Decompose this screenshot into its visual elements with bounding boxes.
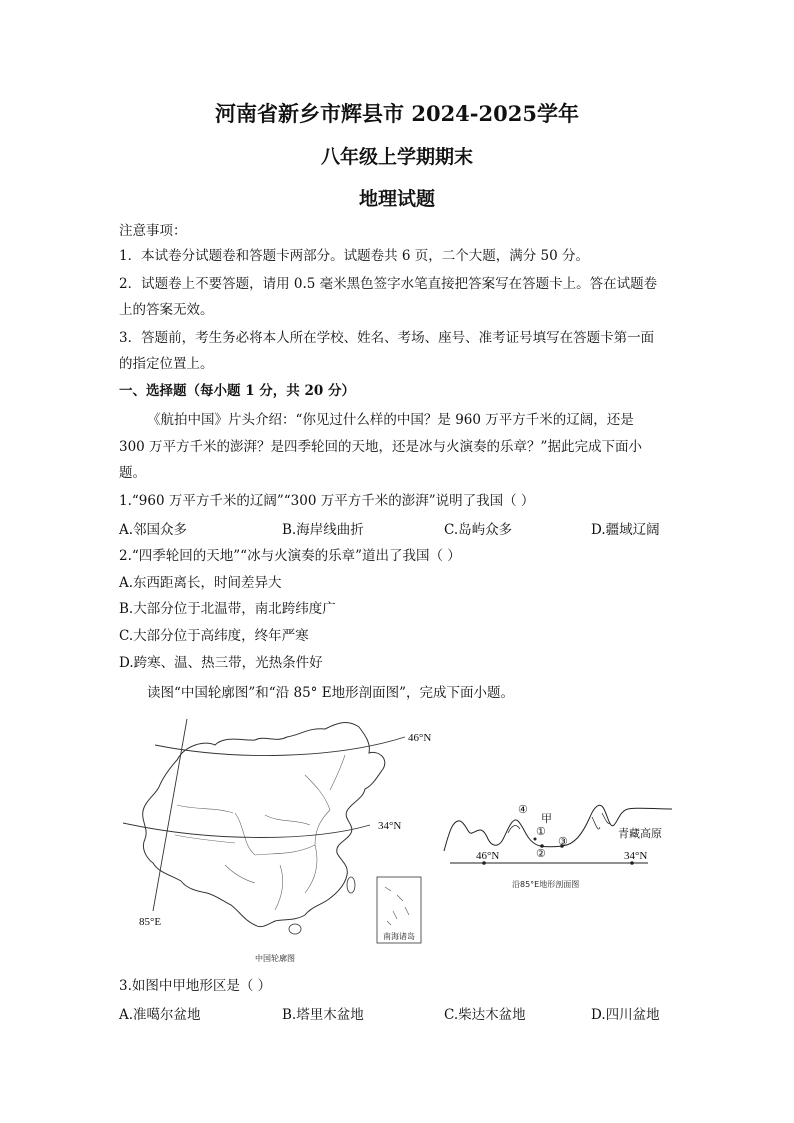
q2-option-b[interactable]: B.大部分位于北温带，南北跨纬度广 <box>119 601 336 617</box>
china-outline-map <box>115 715 440 965</box>
q2-option-d[interactable]: D.跨寒、温、热三带，光热条件好 <box>119 655 323 671</box>
q3-option-d[interactable]: D.四川盆地 <box>591 1007 660 1023</box>
profile-label-34n: 34°N <box>624 850 648 862</box>
intro-line-1: 《航拍中国》片头介绍：“你见过什么样的中国？是 960 万平方千米的辽阔，还是 <box>147 412 634 428</box>
question-1-stem: 1.“960 万平方千米的辽阔”“300 万平方千米的澎湃”说明了我国（ ） <box>119 493 535 509</box>
section-heading: 一、选择题（每小题 1 分，共 20 分） <box>119 383 355 399</box>
q3-option-c[interactable]: C.柴达木盆地 <box>444 1007 526 1023</box>
map-label-34n: 34°N <box>378 820 402 832</box>
map-label-46n: 46°N <box>408 732 432 744</box>
exam-grade: 八年级上学期期末 <box>320 146 473 168</box>
profile-point-2: ② <box>536 848 546 860</box>
china-border <box>143 723 385 927</box>
q1-option-d[interactable]: D.疆域辽阔 <box>591 522 660 538</box>
question-3-options <box>119 1003 679 1023</box>
map-intro: 读图“中国轮廓图”和“沿 85° E地形剖面图”，完成下面小题。 <box>147 685 514 701</box>
notice-item-2a: 2．试题卷上不要答题，请用 0.5 毫米黑色签字水笔直接把答案写在答题卡上。答在试题卷 <box>119 276 658 292</box>
profile-label-46n: 46°N <box>476 850 500 862</box>
intro-line-3: 题。 <box>119 465 146 481</box>
exam-subject: 地理试题 <box>358 188 435 210</box>
notice-item-3b: 的指定位置上。 <box>119 356 214 372</box>
map-caption: 中国轮廓图 <box>255 954 295 963</box>
q3-option-b[interactable]: B.塔里木盆地 <box>282 1007 364 1023</box>
q3-option-a[interactable]: A.准噶尔盆地 <box>119 1007 201 1023</box>
notice-item-3a: 3．答题前，考生务必将本人所在学校、姓名、考场、座号、准考证号填写在答题卡第一面 <box>119 330 655 346</box>
profile-point-4: ④ <box>518 804 528 816</box>
profile-point-3: ③ <box>558 836 568 848</box>
q2-option-a[interactable]: A.东西距离长，时间差异大 <box>119 575 282 591</box>
profile-label-plateau: 青藏高原 <box>618 828 662 840</box>
notice-item-2b: 上的答案无效。 <box>119 302 214 318</box>
notice-item-1: 1．本试卷分试题卷和答题卡两部分。试题卷共 6 页，二个大题，满分 50 分。 <box>119 248 590 264</box>
exam-title: 河南省新乡市辉县市 2024-2025学年 <box>215 101 579 126</box>
question-2-stem: 2.“四季轮回的天地”“冰与火演奏的乐章”道出了我国（ ） <box>119 548 461 564</box>
taiwan-island <box>347 877 355 893</box>
intro-line-2: 300 万平方千米的澎湃？是四季轮回的天地，还是冰与火演奏的乐章？”据此完成下面小 <box>119 439 642 455</box>
q1-option-c[interactable]: C.岛屿众多 <box>444 522 513 538</box>
q2-option-c[interactable]: C.大部分位于高纬度，终年严寒 <box>119 628 309 644</box>
profile-caption: 沿85°E地形剖面图 <box>512 880 580 889</box>
notice-heading: 注意事项： <box>119 223 187 239</box>
profile-label-jia: 甲 <box>541 813 552 825</box>
province-lines <box>175 755 345 910</box>
q1-option-b[interactable]: B.海岸线曲折 <box>282 522 364 538</box>
hainan-island <box>289 924 301 934</box>
map-label-85e: 85°E <box>139 916 162 928</box>
parallel-34n <box>123 823 370 838</box>
inset-label: 南海诸岛 <box>383 932 415 941</box>
profile-mountain-detail <box>508 813 610 833</box>
profile-point-1: ① <box>536 826 546 838</box>
q1-option-a[interactable]: A.邻国众多 <box>119 522 188 538</box>
question-3-stem: 3.如图中甲地形区是（ ） <box>119 978 272 994</box>
terrain-profile <box>442 795 674 895</box>
question-1-options <box>119 518 679 538</box>
